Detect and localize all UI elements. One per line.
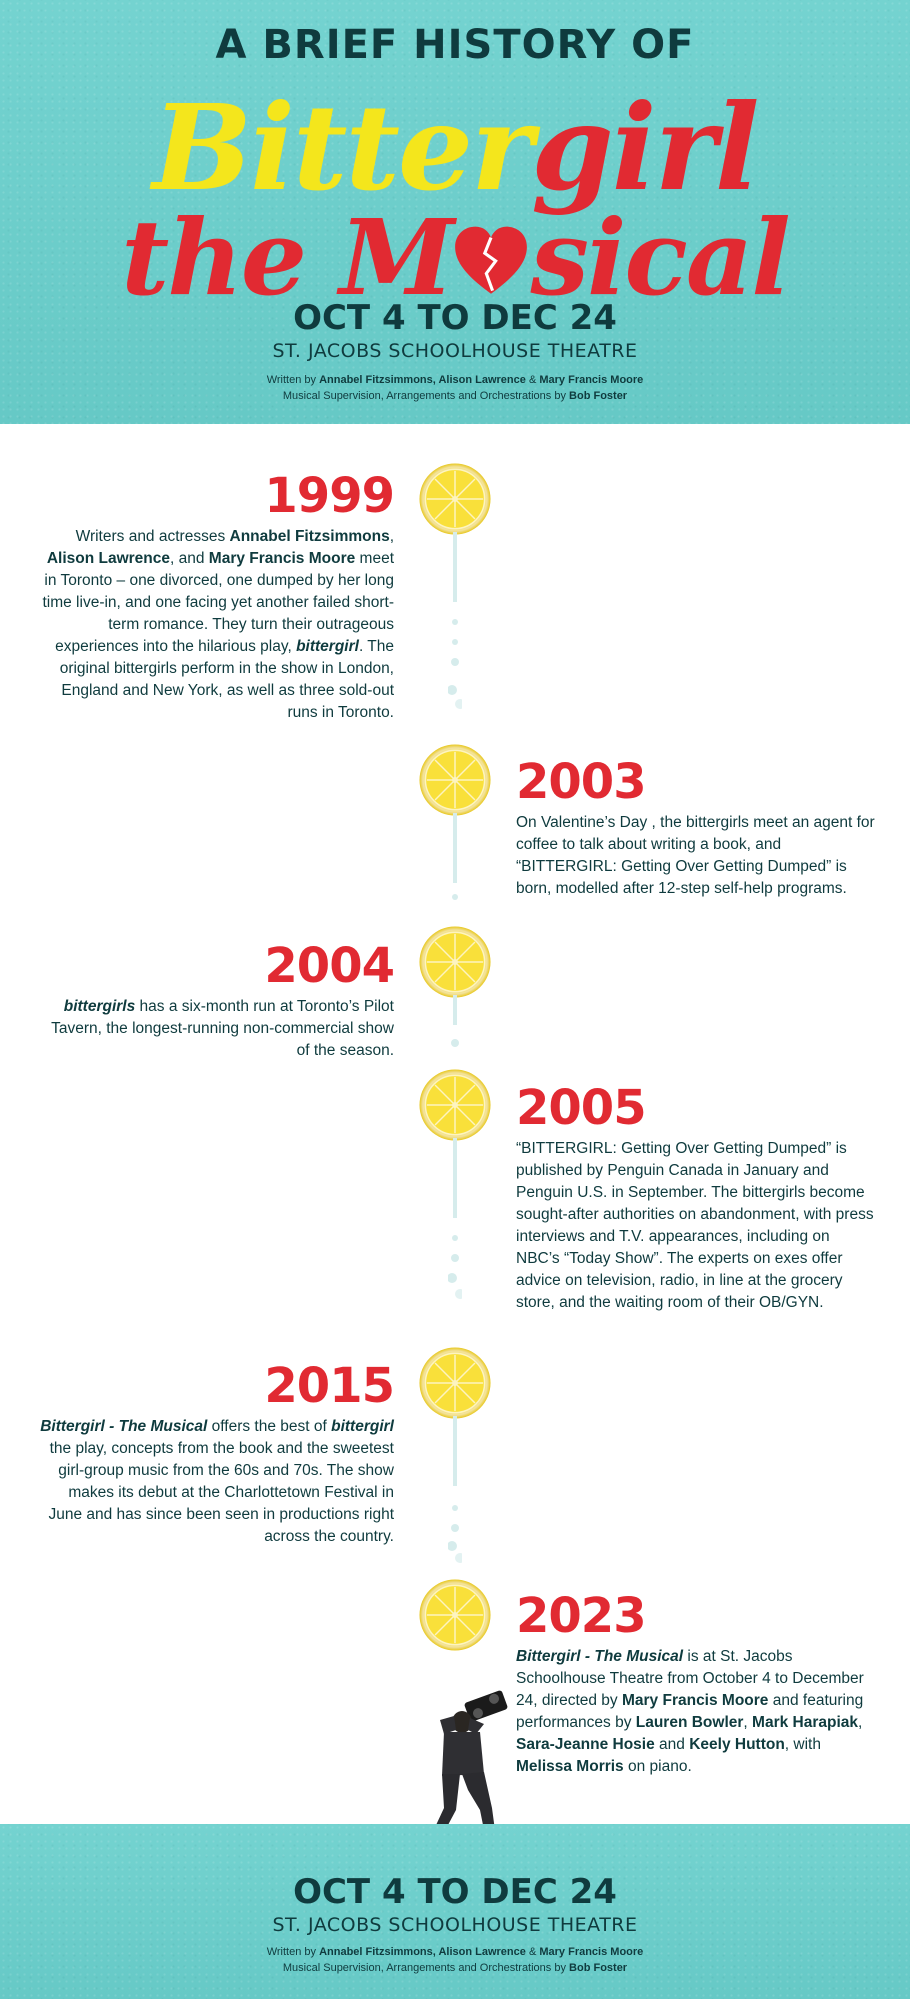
timeline-entry-2003 (516, 756, 876, 900)
lemon-slice-icon (418, 925, 492, 999)
entry-text: Bittergirl - The Musical offers the best of bittergirl the play, concepts from the book and the sweetest girl-group music from the 60s and 70s. The show makes its debut at the Charlottetown Festival in June and has since been seen in productions right across the country. (40, 1418, 394, 1545)
lemon-slice-icon (418, 1068, 492, 1142)
credit-writers: Written by Annabel Fitzsimmons, Alison Lawrence & Mary Francis Moore (266, 374, 644, 386)
footer-band (0, 1824, 910, 1999)
juice-drip-icon (448, 1138, 462, 1308)
year-label: 1999 (264, 468, 394, 524)
lemon-slice-icon (418, 1578, 492, 1652)
timeline-entry-2023 (516, 1590, 876, 1778)
footer-credits (0, 1944, 910, 1976)
header-venue: ST. JACOBS SCHOOLHOUSE THEATRE (272, 340, 638, 362)
title-bitter: Bitter (152, 78, 532, 217)
footer-venue: ST. JACOBS SCHOOLHOUSE THEATRE (272, 1914, 638, 1936)
credit-writers: Written by Annabel Fitzsimmons, Alison Lawrence & Mary Francis Moore (266, 1946, 644, 1958)
credit-music: Musical Supervision, Arrangements and Orchestrations by Bob Foster (282, 1962, 628, 1974)
header-band (0, 0, 910, 424)
entry-text: Bittergirl - The Musical is at St. Jacobs Schoolhouse Theatre from October 4 to December 24, directed by Mary Francis Moore and featuring performances by Lauren Bowler, Mark Harapiak, Sara-Jeanne Hosie and Keely Hutton, with Melissa Morris on piano. (516, 1648, 864, 1775)
juice-drip-icon (448, 532, 462, 712)
year-label: 2005 (516, 1080, 646, 1136)
year-label: 2015 (264, 1358, 394, 1414)
entry-text: On Valentine’s Day , the bittergirls meet an agent for coffee to talk about writing a book, and “BITTERGIRL: Getting Over Getting Dumped” is born, modelled after 12-step self-help programs. (516, 814, 875, 897)
timeline-entry-1999 (34, 470, 394, 724)
title-the: the (121, 196, 306, 319)
lemon-slice-icon (418, 1346, 492, 1420)
credit-music: Musical Supervision, Arrangements and Orchestrations by Bob Foster (282, 390, 628, 402)
title-girl: girl (531, 78, 758, 217)
year-label: 2023 (516, 1588, 646, 1644)
juice-drip-icon (448, 1416, 462, 1566)
title-m: M (339, 196, 453, 319)
broken-heart-icon (452, 222, 530, 300)
title-sical: sical (530, 196, 789, 319)
year-label: 2003 (516, 754, 646, 810)
entry-text: Writers and actresses Annabel Fitzsimmons, Alison Lawrence, and Mary Francis Moore meet in Toronto – one divorced, one dumped by her long time live-in, and one facing yet another failed short-term romance. They turn their outrageous experiences into the hilarious play, bittergirl. The original bittergirls perform in the show in London, England and New York, as well as three sold-out runs in Toronto. (42, 528, 394, 721)
pretitle: A BRIEF HISTORY OF (215, 22, 695, 68)
timeline-entry-2015 (34, 1360, 394, 1548)
lemon-slice-icon (418, 462, 492, 536)
timeline-entry-2004 (34, 940, 394, 1062)
entry-text: “BITTERGIRL: Getting Over Getting Dumped” is published by Penguin Canada in January and Penguin U.S. in September. The bittergirls become sought-after authorities on abandonment, with press interviews and T.V. appearances, including on NBC’s “Today Show”. The experts on exes offer advice on television, radio, in line at the grocery store, and the waiting room of their OB/GYN. (516, 1140, 874, 1311)
entry-text: bittergirls has a six-month run at Toronto’s Pilot Tavern, the longest-running non-commercial show of the season. (51, 998, 394, 1059)
header-credits (0, 372, 910, 404)
timeline-entry-2005 (516, 1082, 876, 1314)
juice-drip-icon (448, 813, 462, 913)
year-label: 2004 (264, 938, 394, 994)
lemon-slice-icon (418, 743, 492, 817)
juice-drip-icon (448, 995, 462, 1055)
footer-dates: OCT 4 TO DEC 24 (293, 1872, 617, 1912)
header-dates: OCT 4 TO DEC 24 (293, 298, 617, 338)
